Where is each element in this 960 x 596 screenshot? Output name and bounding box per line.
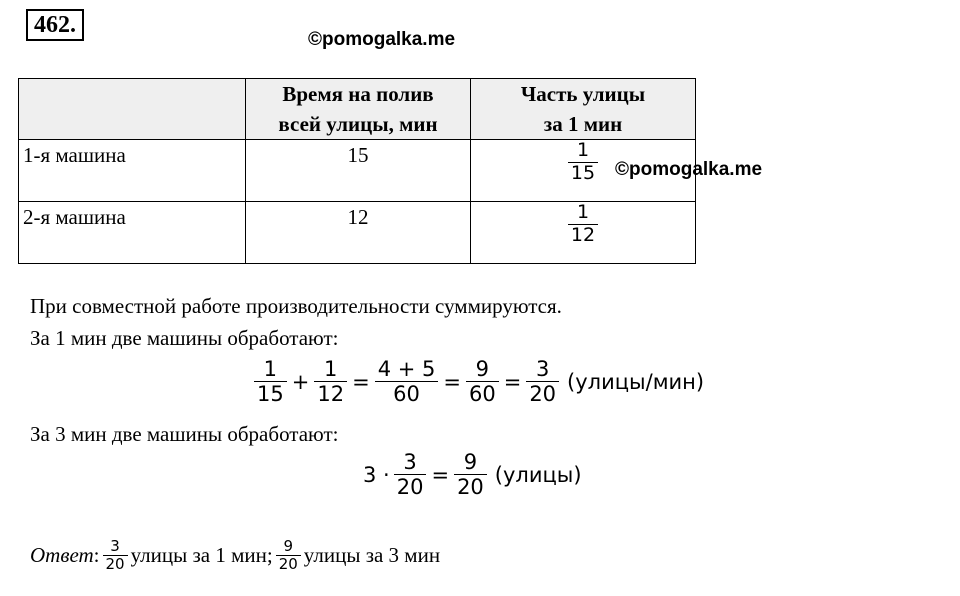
- table-header-row: [19, 79, 696, 140]
- equation-2: [363, 450, 582, 499]
- answer-text-1: улицы за 1 мин;: [130, 543, 273, 568]
- row2-label: 2-я машина: [19, 202, 246, 264]
- table-row: [19, 140, 696, 202]
- equals-sign: =: [503, 369, 522, 394]
- data-table: [18, 78, 696, 264]
- watermark-top: ©pomogalka.me: [308, 29, 456, 50]
- eq1-fraction-1: [254, 357, 287, 406]
- eq1-f2-denominator: 12: [317, 382, 345, 407]
- eq2-unit: (улицы): [494, 462, 582, 487]
- row1-label: 1-я машина: [19, 140, 246, 202]
- eq2-fraction-2: [454, 450, 487, 499]
- table-header-time: [246, 79, 471, 140]
- row2-fraction: [568, 202, 598, 247]
- row1-denominator: 15: [570, 161, 596, 184]
- eq1-fraction-3: [375, 357, 439, 406]
- text-line-2: За 1 мин две машины обработают:: [30, 326, 339, 350]
- row2-part: [471, 202, 696, 264]
- eq1-f4-numerator: 9: [475, 357, 490, 381]
- text-line-3: За 3 мин две машины обработают:: [30, 422, 339, 446]
- eq2-fraction-1: [394, 450, 427, 499]
- header-time-line2: всей улицы, мин: [278, 112, 438, 136]
- row2-denominator: 12: [570, 223, 596, 246]
- eq1-f2-numerator: 1: [324, 357, 338, 381]
- eq1-f5-denominator: 20: [529, 382, 557, 407]
- equals-sign: =: [352, 369, 370, 394]
- eq2-f2-denominator: 20: [457, 475, 484, 500]
- answer-fraction-2: [276, 538, 301, 574]
- eq1-f5-numerator: 3: [535, 357, 550, 381]
- row1-time: 15: [246, 140, 471, 202]
- eq1-f1-denominator: 15: [257, 382, 284, 407]
- equation-1: [254, 357, 704, 406]
- eq1-f4-denominator: 60: [468, 382, 496, 407]
- row2-time: 12: [246, 202, 471, 264]
- equals-sign: =: [443, 369, 461, 394]
- watermark-middle: ©pomogalka.me: [615, 159, 763, 180]
- answer-f2-denominator: 20: [278, 555, 298, 574]
- header-part-line2: за 1 мин: [543, 112, 623, 136]
- answer-text-2: улицы за 3 мин: [303, 543, 441, 568]
- table-row: [19, 202, 696, 264]
- eq1-fraction-5: [526, 357, 559, 406]
- eq2-lead: 3 ·: [363, 462, 390, 487]
- row1-fraction: [568, 140, 598, 185]
- eq1-fraction-4: [466, 357, 499, 406]
- answer-colon: :: [93, 543, 100, 568]
- answer-line: [30, 538, 440, 574]
- row2-numerator: 1: [576, 201, 590, 223]
- header-part-line1: Часть улицы: [520, 82, 646, 106]
- eq2-f2-numerator: 9: [463, 450, 478, 474]
- answer-label-group: [30, 543, 100, 568]
- row1-numerator: 1: [576, 139, 590, 161]
- answer-f1-numerator: 3: [110, 537, 120, 555]
- text-line-1: При совместной работе производительности суммируются.: [30, 294, 562, 318]
- header-time-line1: Время на полив: [282, 82, 434, 106]
- table-header-empty: [19, 79, 246, 140]
- answer-f1-denominator: 20: [105, 555, 125, 574]
- table-header-part: [471, 79, 696, 140]
- answer-fraction-1: [103, 538, 128, 574]
- eq1-f3-denominator: 60: [393, 382, 420, 407]
- task-number: 462.: [26, 9, 84, 41]
- eq1-unit: (улицы/мин): [567, 369, 705, 394]
- equals-sign: =: [431, 462, 450, 487]
- eq1-fraction-2: [314, 357, 347, 406]
- eq2-f1-numerator: 3: [403, 450, 417, 474]
- eq1-f3-numerator: 4 + 5: [377, 357, 436, 381]
- eq1-f1-numerator: 1: [263, 357, 278, 381]
- answer-f2-numerator: 9: [283, 537, 294, 555]
- answer-label: Ответ: [30, 543, 94, 568]
- plus-sign: +: [291, 369, 310, 394]
- eq2-f1-denominator: 20: [396, 475, 424, 500]
